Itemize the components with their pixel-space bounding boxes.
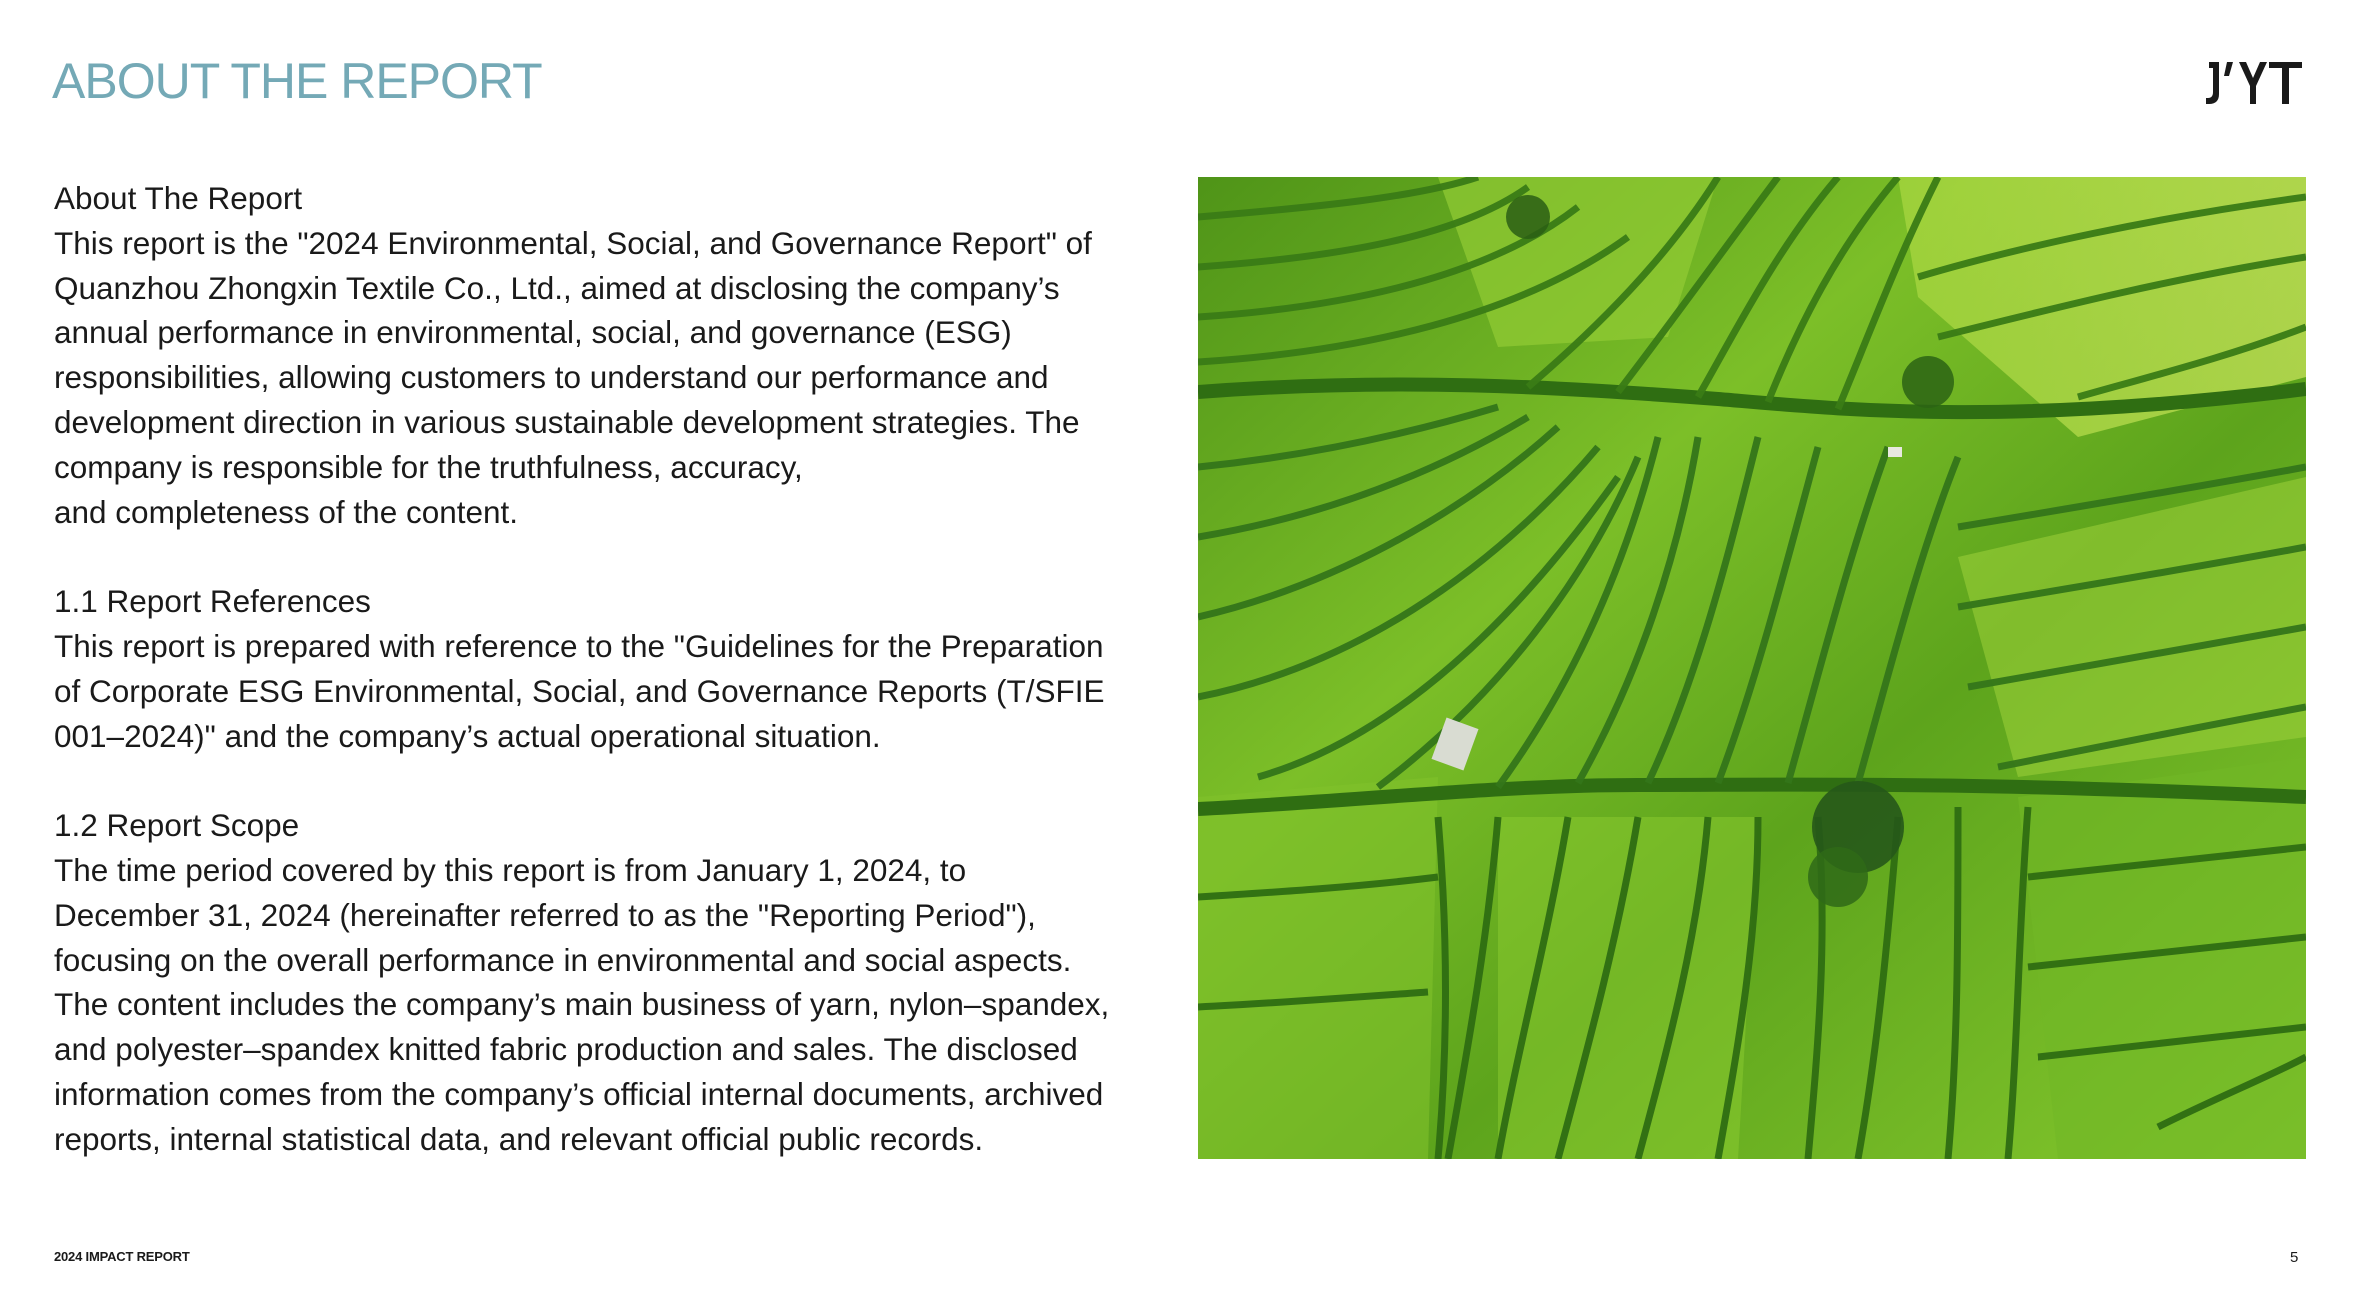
section-heading-references: 1.1 Report References: [54, 583, 371, 620]
body-line: Quanzhou Zhongxin Textile Co., Ltd., aimed at disclosing the company’s: [54, 269, 1060, 306]
page-number: 5: [2290, 1249, 2299, 1266]
report-body-text: [54, 176, 1184, 1162]
body-line: and completeness of the content.: [54, 493, 519, 530]
body-line: company is responsible for the truthfulness, accuracy,: [54, 448, 803, 485]
page-title: ABOUT THE REPORT: [52, 53, 542, 109]
body-line: This report is the "2024 Environmental, Social, and Governance Report" of: [54, 224, 1092, 261]
body-line: The time period covered by this report is from January 1, 2024, to: [54, 851, 967, 888]
company-logo: [2205, 58, 2305, 108]
body-line: focusing on the overall performance in environmental and social aspects.: [54, 941, 1072, 978]
body-line: responsibilities, allowing customers to understand our performance and: [54, 359, 1049, 396]
body-line: December 31, 2024 (hereinafter referred to as the "Reporting Period"),: [54, 896, 1036, 933]
body-line: and polyester–spandex knitted fabric production and sales. The disclosed: [54, 1031, 1078, 1068]
body-line: reports, internal statistical data, and relevant official public records.: [54, 1120, 984, 1157]
body-line: of Corporate ESG Environmental, Social, and Governance Reports (T/SFIE: [54, 672, 1105, 709]
body-line: development direction in various sustainable development strategies. The: [54, 403, 1080, 440]
section-heading-scope: 1.2 Report Scope: [54, 807, 300, 844]
body-line: This report is prepared with reference to the "Guidelines for the Preparation: [54, 627, 1104, 664]
body-line: The content includes the company’s main business of yarn, nylon–spandex,: [54, 986, 1110, 1023]
paragraph-spacer: [54, 534, 1184, 579]
rice-terrace-aerial-photo: [1198, 177, 2306, 1159]
footer-report-label: 2024 IMPACT REPORT: [54, 1249, 190, 1264]
section-heading-about: About The Report: [54, 180, 303, 216]
body-line: information comes from the company’s official internal documents, archived: [54, 1075, 1104, 1112]
body-line: 001–2024)" and the company’s actual operational situation.: [54, 717, 881, 754]
paragraph-spacer: [54, 758, 1184, 803]
body-line: annual performance in environmental, social, and governance (ESG): [54, 314, 1012, 351]
